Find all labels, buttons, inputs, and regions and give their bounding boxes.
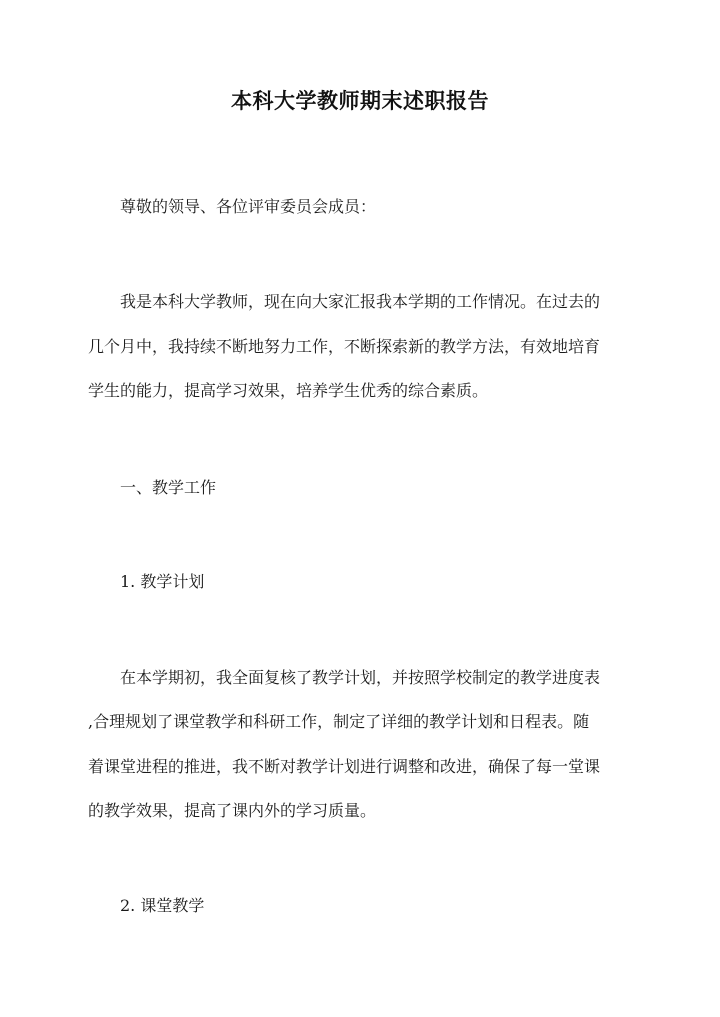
intro-line: 学生的能力，提高学习效果，培养学生优秀的综合素质。: [88, 381, 489, 400]
document-title: 本科大学教师期末述职报告: [231, 88, 489, 113]
plan-line: 着课堂进程的推进，我不断对教学计划进行调整和改进，确保了每一堂课: [88, 757, 601, 776]
subsection-heading: 2. 课堂教学: [120, 896, 205, 915]
plan-line: ,合理规划了课堂教学和科研工作，制定了详细的教学计划和日程表。随: [88, 712, 590, 731]
plan-line: 的教学效果，提高了课内外的学习质量。: [88, 801, 377, 820]
subsection-heading: 1. 教学计划: [120, 572, 205, 591]
salutation: 尊敬的领导、各位评审委员会成员：: [120, 197, 377, 216]
plan-line: 在本学期初，我全面复核了教学计划，并按照学校制定的教学进度表: [120, 668, 601, 687]
section-heading: 一、教学工作: [120, 478, 217, 497]
intro-line: 几个月中，我持续不断地努力工作，不断探索新的教学方法，有效地培育: [88, 337, 601, 356]
intro-line: 我是本科大学教师，现在向大家汇报我本学期的工作情况。在过去的: [120, 292, 601, 311]
